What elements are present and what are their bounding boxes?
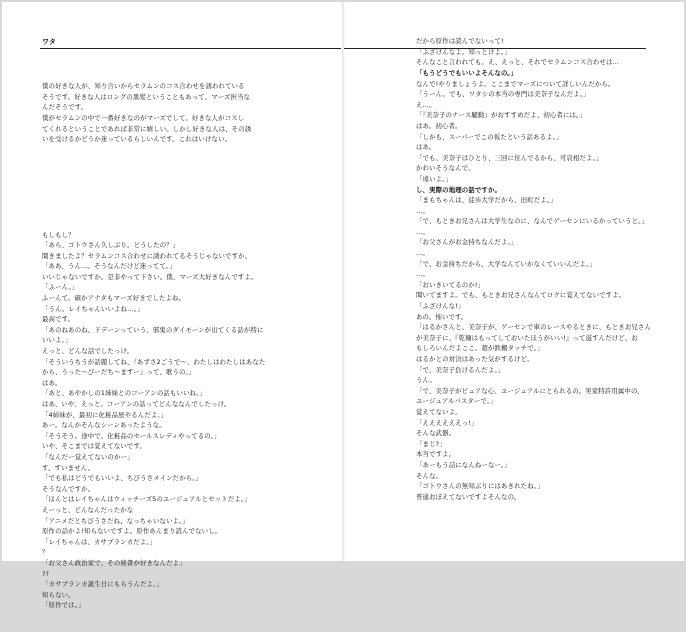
- text-line: 「うーん。でも、ワタシの本当の専門は美奈子なんだよ。」: [416, 90, 590, 99]
- text-line: から、うった～びーだち～ますー』って、歌うの。」: [42, 368, 196, 377]
- right-text-column: [416, 15, 686, 524]
- text-line: 「ああ、うん…。そうなんだけど迷ってて。」: [42, 262, 176, 271]
- text-line: 「しかも、スーパーでこの仮たという話あるよ。」: [416, 132, 563, 141]
- text-line: 聞いてますよ。でも、もときお兄さんなんてロクに覚えてないですよ。: [416, 291, 626, 300]
- text-line: 「レイちゃんは、カサブランカだよ。」: [42, 537, 157, 546]
- text-line: 「そうそう。途中で、化粧品のセールスレディやってるの。」: [42, 431, 221, 440]
- text-line: 「お父さん政治家で、その秘書が好きなんだよ」: [42, 558, 186, 567]
- left-page: [2, 2, 342, 610]
- paragraph-gap: [42, 198, 312, 209]
- text-line: ??: [42, 569, 50, 578]
- text-line: 「でも、美奈子はひとり、三回に住んでるから、可哀相だよ。」: [416, 153, 603, 162]
- text-line: 普通おぼえてないですよそんなの。: [416, 492, 521, 501]
- text-line: 「ええええええっ!」: [416, 418, 478, 427]
- text-line: 「そういうちうが話題してね、『あずさ2ごうで～、わたしはわたしはあなた: [42, 357, 266, 366]
- text-line: そうです。好きな人はロングの黒髪ということもあって、マーズ担当な: [42, 92, 251, 101]
- text-line: あの。怖いです。: [416, 312, 468, 321]
- text-line: いいじゃないですか。是非やって下さい。僕、マーズ大好きなんですよ。: [42, 272, 258, 281]
- text-line: …。: [416, 249, 430, 258]
- header-rule: [40, 48, 342, 49]
- text-line: 原作の話かよ!知らないですよ。原作あんまり読んでないし。: [42, 527, 222, 536]
- text-line: うん。: [416, 376, 437, 385]
- text-line: ？: [42, 548, 49, 557]
- text-line: んだそうです。: [42, 103, 88, 112]
- text-line: そうなんですか。: [42, 484, 95, 493]
- text-line: 「もうどうでもいいよそんなの。」: [416, 68, 518, 77]
- text-line: ふーんて。確かアナタもマーズ好きでしたよね。: [42, 294, 186, 303]
- text-line: 覚えてないよ。: [416, 407, 462, 416]
- text-line: だから原作は読んでないって!: [416, 37, 504, 46]
- text-line: 「『美奈子のナース騒動』がおすすめだよ、初心者には。」: [416, 111, 586, 120]
- text-line: 「ふざけんなよ。知っとけよ。」: [416, 47, 511, 56]
- text-line: 「カサブランカ誕生日にもらうんだよ。」: [42, 580, 164, 589]
- text-line: 本当ですよ。: [416, 450, 456, 459]
- dialogue-block: [416, 36, 686, 502]
- text-line: はあ。: [416, 143, 436, 152]
- page-header: ワタ: [42, 38, 56, 46]
- text-line: えーっと、どんなんだったかな: [42, 505, 134, 514]
- text-line: もしもし？: [42, 230, 75, 239]
- text-line: 「あと、あやかしの1姉妹とのコーアンの話もいいね。」: [42, 389, 206, 398]
- text-line: 「はるかさんと、美奈子が、ゲーセンで車のレースやるときに、もときお兄さん: [416, 323, 652, 332]
- text-line: ユージュアルバスターで。」: [416, 397, 497, 406]
- text-line: …。: [416, 227, 430, 236]
- text-line: 知らない。: [42, 590, 75, 599]
- left-text-column: [42, 60, 312, 632]
- text-line: …。: [416, 270, 430, 279]
- text-line: そんな。: [416, 471, 443, 480]
- right-page: [344, 2, 684, 561]
- text-line: 最高です。: [42, 315, 75, 324]
- book-spread: [2, 2, 684, 610]
- text-line: 「うん。レイちゃんいいよね…。」: [42, 304, 144, 313]
- text-line: そんなこと言われても。え、えっと、それでセラムンコス合わせは…: [416, 58, 620, 67]
- text-line: はるかとの対決はあった気がするけど。: [416, 355, 534, 363]
- text-line: もしろいんだよここ。超が鉄棚タッチで。」: [416, 344, 544, 353]
- text-line: 「で、お金持ちだから、大学なんていかなくていいんだよ。」: [416, 259, 596, 268]
- text-line: が美奈子に、『乾麺はもってしておいたほうがいい!』って滋すんだけど、お: [416, 333, 638, 342]
- text-line: す、すいません。: [42, 463, 95, 472]
- text-line: 「でも私はどうでもいいよ、ちびうさメインだから。」: [42, 474, 203, 483]
- text-line: はあ、いや、えっと。コーアンの話ってどんななんでしたっけ。: [42, 400, 231, 408]
- text-line: いや、そこまでは覚えてないです。: [42, 442, 147, 451]
- text-line: 「ほんとはレイちゃんはウィッチーズ5のユージュアルとセットだよ。」: [42, 495, 251, 504]
- paragraph-gap: [42, 166, 312, 177]
- text-line: なんで!やりましょうよ。ここまでマーズについて詳しいんだから。: [416, 79, 615, 88]
- text-line: 「ふーん。」: [42, 283, 79, 292]
- text-line: そんな武器。: [416, 429, 456, 438]
- text-line: し、実際の地理の話ですか。: [416, 185, 502, 194]
- text-line: えっと、どんな話でしたっけ。: [42, 347, 134, 356]
- text-line: 「まもちゃんは、徒歩大学だから、田町だよ。」: [416, 196, 557, 205]
- intro-paragraph: [42, 81, 312, 145]
- text-line: てくれるということであれば非常に嬉しい。しかし好きな人は、その誘: [42, 124, 252, 133]
- text-line: 「で、美奈子負けるんだよ。」: [416, 365, 505, 374]
- text-line: 「あーもう詰になんねーなー。」: [416, 460, 511, 469]
- text-line: 「遠いよ。」: [416, 174, 453, 183]
- text-line: 「おいきいてるのか!」: [416, 280, 485, 289]
- dialogue-block: [42, 230, 312, 611]
- text-line: 「アニメだとちびうさだね、なっちゃいないよ。」: [42, 516, 189, 525]
- text-line: 「なんだー覚えてないのかー」: [42, 452, 134, 461]
- text-line: 「ふざけんな!」: [416, 302, 465, 311]
- text-line: はあ。初心者。: [416, 121, 462, 130]
- text-line: あー。なんかそんなシーンあったような。: [42, 421, 166, 430]
- text-line: 「ゴトウさんの無知ぶりにはあきれたね。」: [416, 482, 544, 491]
- text-line: 僕がセラムンの中で一番好きなのがマーズでして。好きな人がコスし: [42, 113, 245, 122]
- text-line: 「で、もときお兄さんは大学生なのに、なんでゲーセンにいるかっていうと。」: [416, 217, 649, 226]
- text-line: 「あのねあのね、ドデーンっていう、邪鬼のダイモーンが出てくる話が特に: [42, 325, 264, 334]
- text-line: …。: [416, 206, 430, 215]
- text-line: 「お父さんがお金持ちなんだよ。」: [416, 238, 518, 247]
- text-line: いを受けるかどうか迷っているらしいんです。これはいけない。: [42, 135, 232, 144]
- text-line: 僕の好きな人が、知り合いからセラムンのコス合わせを誘われている: [42, 82, 245, 91]
- text-line: 聞きましたよ？セラムンコス合わせに誘われてるそうじゃないですか。: [42, 251, 252, 260]
- text-line: はあ。: [42, 378, 62, 387]
- text-line: 「原作では。」: [42, 601, 85, 610]
- text-line: 「あら、ゴトウさん久しぶり。どうしたの？」: [42, 241, 180, 250]
- text-line: 「まじ?」: [416, 439, 446, 448]
- text-line: かわいそうなんで。: [416, 164, 475, 173]
- text-line: え…。: [416, 100, 436, 109]
- text-line: 「4姉妹が、最初に化粧品屋やるんだよ。」: [42, 410, 168, 419]
- text-line: いいよ。」: [42, 336, 72, 345]
- text-line: 「で、美奈子がピュアな心、ユージュアルにとられるの。実家特許用属中の、: [416, 386, 644, 395]
